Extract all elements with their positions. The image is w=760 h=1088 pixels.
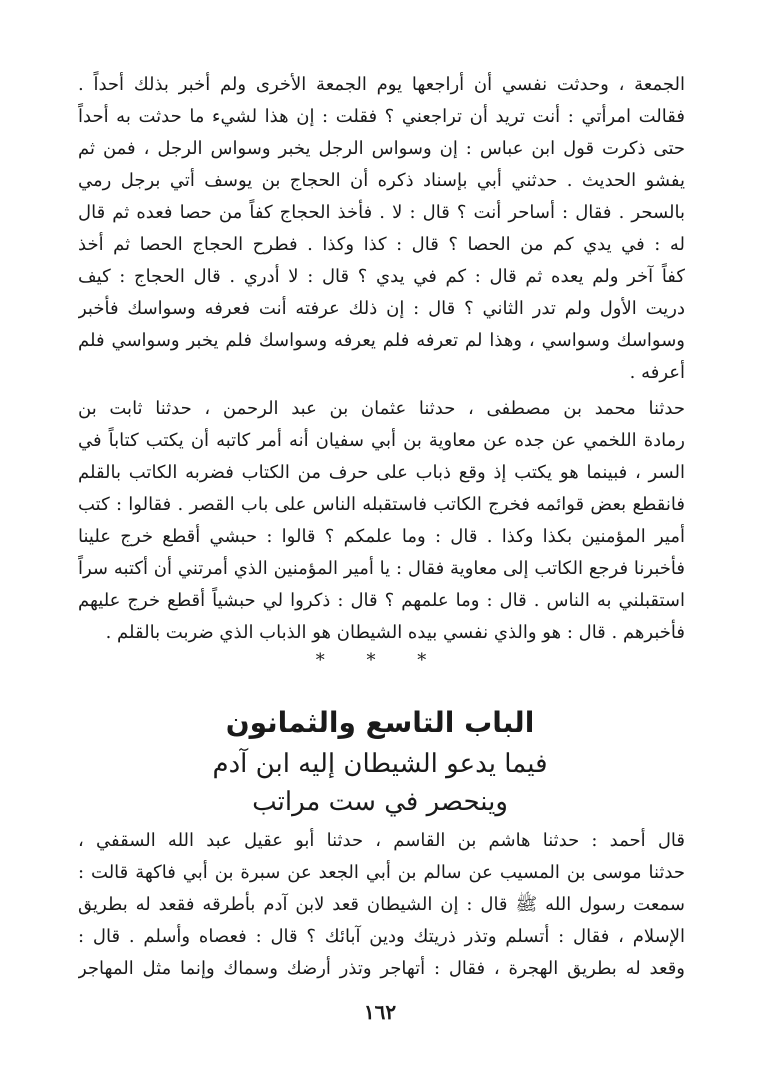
text-line: وسواسك وسواسي ، وهذا لم تعرفه فلم يعرفه وسواسك فلم يخبر وسواسي فلم [78, 330, 685, 351]
chapter-subtitle: وينحصر في ست مراتب [252, 787, 508, 817]
text-line: رمادة اللخمي عن جده عن معاوية بن أبي سفيان أنه أمر كاتبه أن يكتب كتاباً في [78, 430, 685, 451]
text-line: الإسلام ، فقال : أتسلم وتذر ذريتك ودين آبائك ؟ قال : فعصاه وأسلم . قال : [78, 926, 685, 947]
text-line: فانقطع بعض قوائمه فخرج الكاتب فاستقبله الناس على باب القصر . فقالوا : كتب [78, 494, 685, 515]
chapter-subtitle: فيما يدعو الشيطان إليه ابن آدم [212, 749, 548, 779]
text-line: حدثنا موسى بن المسيب عن سالم بن أبي الجعد عن سبرة بن أبي فاكهة قالت : [78, 862, 685, 883]
text-line: السر ، فبينما هو يكتب إذ وقع ذباب على حرف من الكتاب فضربه الكاتب بالقلم [78, 462, 685, 483]
text-line: أعرفه . [629, 362, 685, 383]
chapter-title: الباب التاسع والثمانون [225, 706, 535, 739]
text-line: فقالت امرأتي : أنت تريد أن تراجعني ؟ فقلت : إن هذا لشيء ما حدثت به أحداً [78, 106, 685, 127]
section-separator: * * * [315, 650, 445, 671]
text-line: حدثنا محمد بن مصطفى ، حدثنا عثمان بن عبد الرحمن ، حدثنا ثابت بن [78, 398, 685, 419]
page-number: ١٦٢ [363, 1000, 397, 1024]
text-line: كفاً آخر ولم يعده ثم قال : كم في يدي ؟ قال : لا أدري . قال الحجاج : كيف [78, 266, 685, 287]
text-line: قال أحمد : حدثنا هاشم بن القاسم ، حدثنا أبو عقيل عبد الله السقفي ، [78, 830, 685, 851]
text-line: دريت الأول ولم تدر الثاني ؟ قال : إن ذلك عرفته أنت فعرفه وسواسك فأخبر [78, 298, 685, 319]
text-line: فأخبرنا فرجع الكاتب إلى معاوية فقال : يا أمير المؤمنين الذي أمرتني أن أكتبه سراً [78, 558, 685, 579]
text-line: حتى ذكرت قول ابن عباس : إن وسواس الرجل يخبر وسواس الرجل ، فمن ثم [78, 138, 685, 159]
text-line: أمير المؤمنين بكذا وكذا . قال : وما علمكم ؟ قالوا : حبشي أقطع خرج علينا [78, 526, 685, 547]
text-line: الجمعة ، وحدثت نفسي أن أراجعها يوم الجمعة الأخرى ولم أخبر بذلك أحداً . [78, 74, 685, 95]
text-line: له : في يدي كم من الحصا ؟ قال : كذا وكذا . فطرح الحجاج الحصا ثم أخذ [78, 234, 685, 255]
text-line: بالسحر . فقال : أساحر أنت ؟ قال : لا . فأخذ الحجاج كفاً من حصا فعده ثم قال [78, 202, 685, 223]
text-line: استقبلني به الناس . قال : وما علمهم ؟ قال : ذكروا لي حبشياً أقطع خرج عليهم [78, 590, 685, 611]
text-line: فأخبرهم . قال : هو والذي نفسي بيده الشيطان هو الذباب الذي ضربت بالقلم . [105, 622, 685, 643]
text-line: سمعت رسول الله ﷺ قال : إن الشيطان قعد لابن آدم بأطرقه فقعد له بطريق [78, 894, 685, 915]
text-line: يفشو الحديث . حدثني أبي بإسناد ذكره أن الحجاج بن يوسف أتي برجل رمي [78, 170, 685, 191]
text-line: وقعد له بطريق الهجرة ، فقال : أتهاجر وتذر أرضك وسماك وإنما مثل المهاجر [78, 958, 685, 979]
